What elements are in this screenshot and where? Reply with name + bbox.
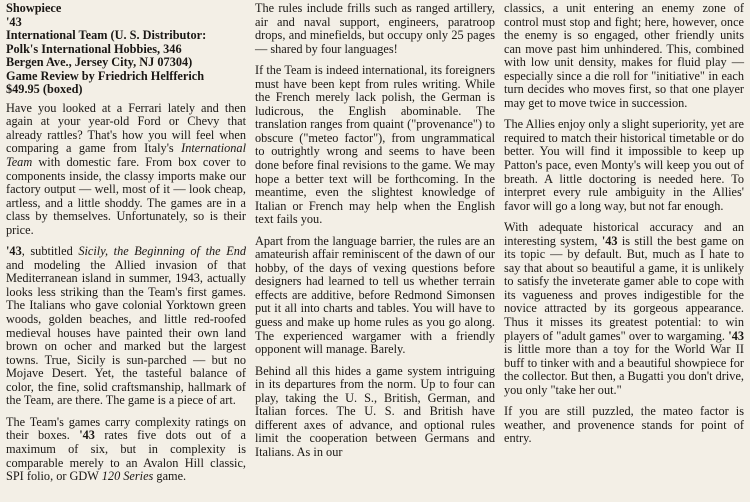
paragraph: The Allies enjoy only a slight superiority, yet are required to match their historical timetable or do better. You will find it impossible to keep up Patton's pace, even Monty's will keep you out of breath. A little doctoring is needed here. To interpret every rule ambiguity in the Allies' favor will go a long way, but not far enough. (504, 117, 744, 213)
paragraph: classics, a unit entering an enemy zone of control must stop and fight; here, however, once the enemy is so engaged, other friendly units can move past him unhindered. This, combined with low unit density, makes for fluid play — especially since a die roll for "initiative" in each turn decides who moves first, so that one player may get to move twice in succession. (504, 1, 744, 110)
paragraph: The rules include frills such as ranged artillery, air and naval support, engineers, paratroop drops, and minefields, but occupy only 25 pages — shared by four languages! (255, 1, 495, 56)
paragraph: '43, subtitled Sicily, the Beginning of the End and modeling the Allied invasion of that Mediterranean island in summer, 1943, actually looks less striking than the Team's first games. The Italians who gave colonial Yorktown green woods, golden beaches, and little red-roofed medieval houses have painted their own land brown on ocher and marked but the largest towns. True, Sicily is sun-parched — but no Mojave Desert. Yet, the tasteful balance of color, the fine, solid craftsmanship, hallmark of the Team, are there. The game is a piece of art. (6, 244, 246, 408)
column-1 (6, 2, 246, 502)
paragraph: The Team's games carry complexity ratings on their boxes. '43 rates five dots out of a maximum of six, but in complexity is comparable merely to an Avalon Hill classic, SPI folio, or GDW 120 Series game. (6, 414, 246, 484)
paragraph: Have you looked at a Ferrari lately and then again at your year-old Ford or Chevy that already rattles? That's how you will feel when comparing a game from Italy's International Team with domestic fare. From box cover to components inside, the classy imports make our factory output — well, most of it — look cheap, artless, and a little shoddy. The games are in a class by themselves. Unfortunately, so is their price. (6, 100, 246, 237)
review-header (6, 2, 246, 97)
paragraph: If you are still puzzled, the mateo factor is weather, and provenence stands for point of entry. (504, 404, 744, 446)
publisher-line-3: Bergen Ave., Jersey City, NJ 07304) (6, 55, 193, 70)
game-title: '43 (6, 14, 22, 29)
paragraph: If the Team is indeed international, its foreigners must have been kept from rules writing. While the French merely lack polish, the German is ludicrous, the English abominable. The translation ranges from quaint ("provenance") to obscure ("meteo factor"), from ungrammatical to outrightly wrong and seems to have been done before final revisions to the game. We may hope a better text will be forthcoming. In the meantime, even the slightest knowledge of Italian or French may help when the English text fails you. (255, 63, 495, 227)
byline: Game Review by Friedrich Helfferich (6, 68, 205, 83)
paragraph: Behind all this hides a game system intriguing in its departures from the norm. Up to four can play, taking the U. S., British, German, and Italian forces. The U. S. and British have different axes of advance, and optional rules limit the cooperation between Germans and Italians. As in our (255, 363, 495, 459)
publisher-line-1: International Team (U. S. Distributor: (6, 28, 207, 43)
section-title: Showpiece (6, 1, 62, 15)
publisher-line-2: Polk's International Hobbies, 346 (6, 41, 182, 56)
price: $49.95 (boxed) (6, 82, 83, 97)
paragraph: With adequate historical accuracy and an interesting system, '43 is still the best game on its topic — by default. But, much as I hate to say that about so beautiful a game, it is unlikely to satisfy the inveterate gamer able to cope with its vagueness and proves indigestible for the novice attracted by its gorgeous appearance. Thus it misses its greatest potential: to win players of "adult games" over to wargaming. '43 is little more than a toy for the World War II buff to tinker with and a beautiful showpiece for the collector. But then, a Bugatti you don't drive, you only "take her out." (504, 220, 744, 397)
column-3 (504, 2, 744, 502)
paragraph: Apart from the language barrier, the rules are an amateurish affair reminiscent of the dawn of our hobby, of the days of vexing questions before designers had learned to tell us whether terrain effects are additive, before Redmond Simonsen put it all into charts and tables. You will have to guess and make up home rules as you go along. The experienced wargamer with a friendly opponent will manage. Barely. (255, 233, 495, 357)
column-2 (255, 2, 495, 502)
